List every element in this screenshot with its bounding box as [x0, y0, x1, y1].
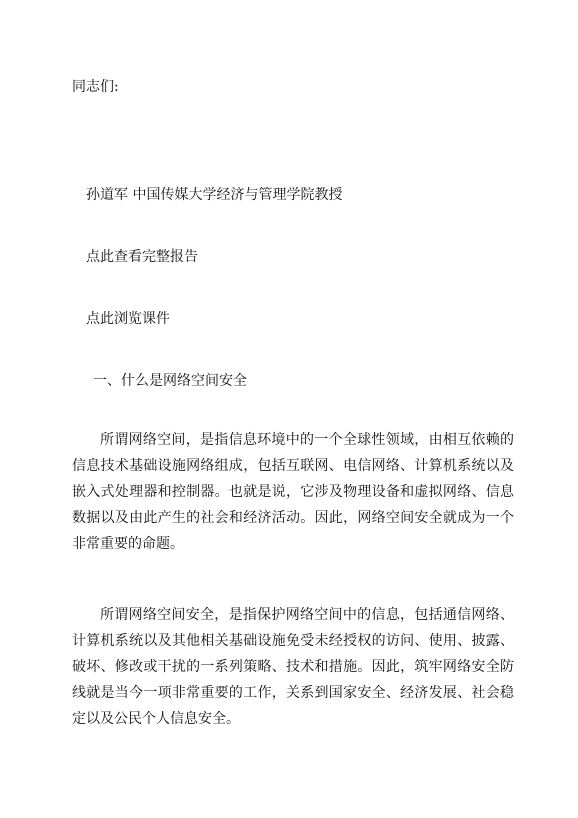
- salutation: 同志们:: [72, 79, 119, 95]
- browse-courseware-link[interactable]: 点此浏览课件: [86, 311, 170, 327]
- section-heading: 一、什么是网络空间安全: [93, 373, 247, 389]
- paragraph-cyberspace-security-definition: 所谓网络空间安全，是指保护网络空间中的信息，包括通信网络、计算机系统以及其他相关基础设施免受未经授权的访问、使用、披露、破坏、修改或干扰的一系列策略、技术和措施。因此，筑牢网络安全防线就是当今一项非常重要的工作，关系到国家安全、经济发展、社会稳定以及公民个人信息安全。: [72, 607, 514, 727]
- paragraph-cyberspace-definition: 所谓网络空间，是指信息环境中的一个全球性领域，由相互依赖的信息技术基础设施网络组成，包括互联网、电信网络、计算机系统以及嵌入式处理器和控制器。也就是说，它涉及物理设备和虚拟网络、信息数据以及由此产生的社会和经济活动。因此，网络空间安全就成为一个非常重要的命题。: [72, 432, 514, 552]
- author-line: 孙道军 中国传媒大学经济与管理学院教授: [86, 187, 343, 203]
- view-full-report-link[interactable]: 点此查看完整报告: [86, 249, 198, 265]
